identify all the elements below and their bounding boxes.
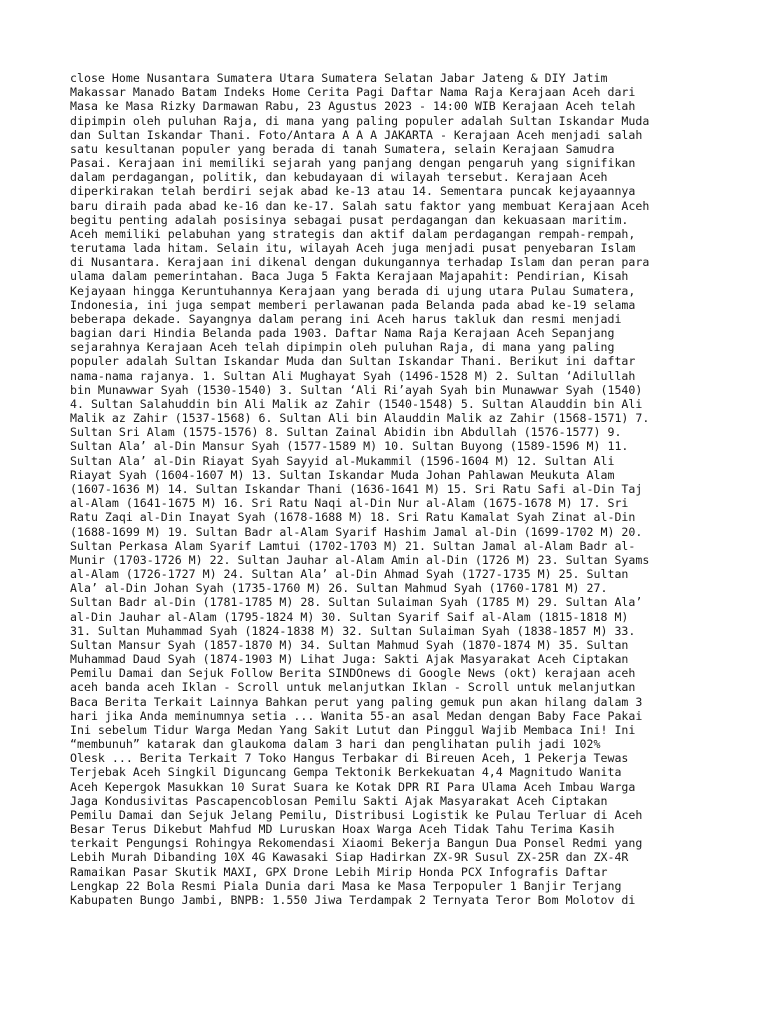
- article-text-line: “membunuh” katarak dan glaukoma dalam 3 hari dan penglihatan pulih jadi 102%: [70, 737, 601, 752]
- article-text-line: baru diraih pada abad ke-16 dan ke-17. Salah satu faktor yang membuat Kerajaan Aceh: [70, 198, 650, 213]
- article-text-line: Muhammad Daud Syah (1874-1903 M) Lihat Juga: Sakti Ajak Masyarakat Aceh Ciptakan: [70, 652, 629, 667]
- article-text-line: begitu penting adalah posisinya sebagai pusat perdagangan dan kekuasaan maritim.: [70, 212, 629, 227]
- article-text-line: Ratu Zaqi al-Din Inayat Syah (1678-1688 M) 18. Sri Ratu Kamalat Syah Zinat al-Din: [70, 510, 636, 525]
- article-text-line: Malik az Zahir (1537-1568) 6. Sultan Ali bin Alauddin Malik az Zahir (1568-1571) 7.: [70, 411, 650, 426]
- article-text-line: Aceh Kepergok Masukkan 10 Surat Suara ke Kotak DPR RI Para Ulama Aceh Imbau Warga: [70, 779, 636, 794]
- article-text-line: al-Alam (1726-1727 M) 24. Sultan Ala’ al-Din Ahmad Syah (1727-1735 M) 25. Sultan: [70, 567, 629, 582]
- article-text-line: dan Sultan Iskandar Thani. Foto/Antara A A A JAKARTA - Kerajaan Aceh menjadi salah: [70, 127, 643, 142]
- article-text-line: nama-nama rajanya. 1. Sultan Ali Mughayat Syah (1496-1528 M) 2. Sultan ‘Adilullah: [70, 368, 636, 383]
- article-text-line: aceh banda aceh Iklan - Scroll untuk melanjutkan Iklan - Scroll untuk melanjutkan: [70, 680, 636, 695]
- article-text-line: terkait Pengungsi Rohingya Rekomendasi Xiaomi Bekerja Bangun Dua Ponsel Redmi yang: [70, 836, 643, 851]
- article-text-line: bagian dari Hindia Belanda pada 1903. Daftar Nama Raja Kerajaan Aceh Sepanjang: [70, 326, 615, 341]
- article-text-line: Munir (1703-1726 M) 22. Sultan Jauhar al-Alam Amin al-Din (1726 M) 23. Sultan Syams: [70, 552, 650, 567]
- article-text-line: al-Alam (1641-1675 M) 16. Sri Ratu Naqi al-Din Nur al-Alam (1675-1678 M) 17. Sri: [70, 496, 629, 511]
- article-text-line: (1607-1636 M) 14. Sultan Iskandar Thani (1636-1641 M) 15. Sri Ratu Safi al-Din Taj: [70, 481, 643, 496]
- article-text-line: di Nusantara. Kerajaan ini dikenal dengan dukungannya terhadap Islam dan peran para: [70, 255, 650, 270]
- article-text-line: ulama dalam pemerintahan. Baca Juga 5 Fakta Kerajaan Majapahit: Pendirian, Kisah: [70, 269, 629, 284]
- article-text-line: 31. Sultan Muhammad Syah (1824-1838 M) 32. Sultan Sulaiman Syah (1838-1857 M) 33.: [70, 623, 636, 638]
- article-text-line: Sultan Ala’ al-Din Mansur Syah (1577-1589 M) 10. Sultan Buyong (1589-1596 M) 11.: [70, 439, 629, 454]
- article-text-line: Olesk ... Berita Terkait 7 Toko Hangus Terbakar di Bireuen Aceh, 1 Pekerja Tewas: [70, 751, 629, 766]
- article-text-line: Kabupaten Bungo Jambi, BNPB: 1.550 Jiwa Terdampak 2 Ternyata Teror Bom Molotov di: [70, 892, 636, 907]
- article-text-line: Ini sebelum Tidur Warga Medan Yang Sakit Lutut dan Pinggul Wajib Membaca Ini! Ini: [70, 722, 636, 737]
- article-text-line: Riayat Syah (1604-1607 M) 13. Sultan Iskandar Muda Johan Pahlawan Meukuta Alam: [70, 467, 615, 482]
- article-text-line: Lengkap 22 Bola Resmi Piala Dunia dari Masa ke Masa Terpopuler 1 Banjir Terjang: [70, 878, 622, 893]
- article-text-line: Sultan Mansur Syah (1857-1870 M) 34. Sultan Mahmud Syah (1870-1874 M) 35. Sultan: [70, 637, 629, 652]
- article-text-line: diperkirakan telah berdiri sejak abad ke-13 atau 14. Sementara puncak kejayaannya: [70, 184, 636, 199]
- article-text-line: (1688-1699 M) 19. Sultan Badr al-Alam Syarif Hashim Jamal al-Din (1699-1702 M) 20.: [70, 524, 643, 539]
- article-text-line: hari jika Anda meminumnya setia ... Wanita 55-an asal Medan dengan Baby Face Pakai: [70, 708, 643, 723]
- article-text-line: beberapa dekade. Sayangnya dalam perang ini Aceh harus takluk dan resmi menjadi: [70, 311, 622, 326]
- article-text-line: Masa ke Masa Rizky Darmawan Rabu, 23 Agustus 2023 - 14:00 WIB Kerajaan Aceh telah: [70, 99, 636, 114]
- article-text-line: sejarahnya Kerajaan Aceh telah dipimpin oleh puluhan Raja, di mana yang paling: [70, 340, 615, 355]
- article-text-line: populer adalah Sultan Iskandar Muda dan Sultan Iskandar Thani. Berikut ini daftar: [70, 354, 636, 369]
- article-text-line: Ala’ al-Din Johan Syah (1735-1760 M) 26. Sultan Mahmud Syah (1760-1781 M) 27.: [70, 581, 608, 596]
- article-text-line: close Home Nusantara Sumatera Utara Sumatera Selatan Jabar Jateng & DIY Jatim: [70, 71, 608, 85]
- article-text-line: 4. Sultan Salahuddin bin Ali Malik az Zahir (1540-1548) 5. Sultan Alauddin bin Ali: [70, 396, 643, 411]
- article-text-line: Sultan Perkasa Alam Syarif Lamtui (1702-1703 M) 21. Sultan Jamal al-Alam Badr al-: [70, 538, 636, 553]
- article-text-line: Ramaikan Pasar Skutik MAXI, GPX Drone Lebih Mirip Honda PCX Infografis Daftar: [70, 864, 608, 879]
- article-body: [70, 71, 700, 907]
- article-text-line: al-Din Jauhar al-Alam (1795-1824 M) 30. Sultan Syarif Saif al-Alam (1815-1818 M): [70, 609, 629, 624]
- article-text-line: Terjebak Aceh Singkil Diguncang Gempa Tektonik Berkekuatan 4,4 Magnitudo Wanita: [70, 765, 622, 780]
- article-text-line: Sultan Badr al-Din (1781-1785 M) 28. Sultan Sulaiman Syah (1785 M) 29. Sultan Ala’: [70, 595, 643, 610]
- article-text-line: terutama lada hitam. Selain itu, wilayah Aceh juga menjadi pusat penyebaran Islam: [70, 241, 636, 256]
- article-text-line: Makassar Manado Batam Indeks Home Cerita Pagi Daftar Nama Raja Kerajaan Aceh dari: [70, 85, 636, 100]
- article-text-line: Pemilu Damai dan Sejuk Jelang Pemilu, Distribusi Logistik ke Pulau Terluar di Aceh: [70, 807, 643, 822]
- article-text-line: Aceh memiliki pelabuhan yang strategis dan aktif dalam perdagangan rempah-rempah,: [70, 226, 636, 241]
- article-text-line: Indonesia, ini juga sempat memberi perlawanan pada Belanda pada abad ke-19 selama: [70, 297, 636, 312]
- article-text-line: bin Munawwar Syah (1530-1540) 3. Sultan ‘Ali Ri’ayah Syah bin Munawwar Syah (1540): [70, 382, 643, 397]
- article-text-line: Jaga Kondusivitas Pascapencoblosan Pemilu Sakti Ajak Masyarakat Aceh Ciptakan: [70, 793, 608, 808]
- article-text-line: Baca Berita Terkait Lainnya Bahkan perut yang paling gemuk pun akan hilang dalam 3: [70, 694, 643, 709]
- article-text-line: Pemilu Damai dan Sejuk Follow Berita SINDOnews di Google News (okt) kerajaan aceh: [70, 666, 636, 681]
- article-text-line: Sultan Ala’ al-Din Riayat Syah Sayyid al-Mukammil (1596-1604 M) 12. Sultan Ali: [70, 453, 615, 468]
- article-text-line: dipimpin oleh puluhan Raja, di mana yang paling populer adalah Sultan Iskandar Muda: [70, 113, 650, 128]
- article-text-line: Lebih Murah Dibanding 10X 4G Kawasaki Siap Hadirkan ZX-9R Susul ZX-25R dan ZX-4R: [70, 850, 629, 865]
- article-text-line: dalam perdagangan, politik, dan kebudayaan di wilayah tersebut. Kerajaan Aceh: [70, 170, 608, 185]
- article-text-line: Pasai. Kerajaan ini memiliki sejarah yang panjang dengan pengaruh yang signifikan: [70, 156, 636, 171]
- article-text-line: Kejayaan hingga Keruntuhannya Kerajaan yang berada di ujung utara Pulau Sumatera,: [70, 283, 636, 298]
- article-text-line: satu kesultanan populer yang berada di tanah Sumatera, selain Kerajaan Samudra: [70, 141, 615, 156]
- article-text-line: Sultan Sri Alam (1575-1576) 8. Sultan Zainal Abidin ibn Abdullah (1576-1577) 9.: [70, 425, 622, 440]
- article-text-line: Besar Terus Dikebut Mahfud MD Luruskan Hoax Warga Aceh Tidak Tahu Terima Kasih: [70, 822, 615, 837]
